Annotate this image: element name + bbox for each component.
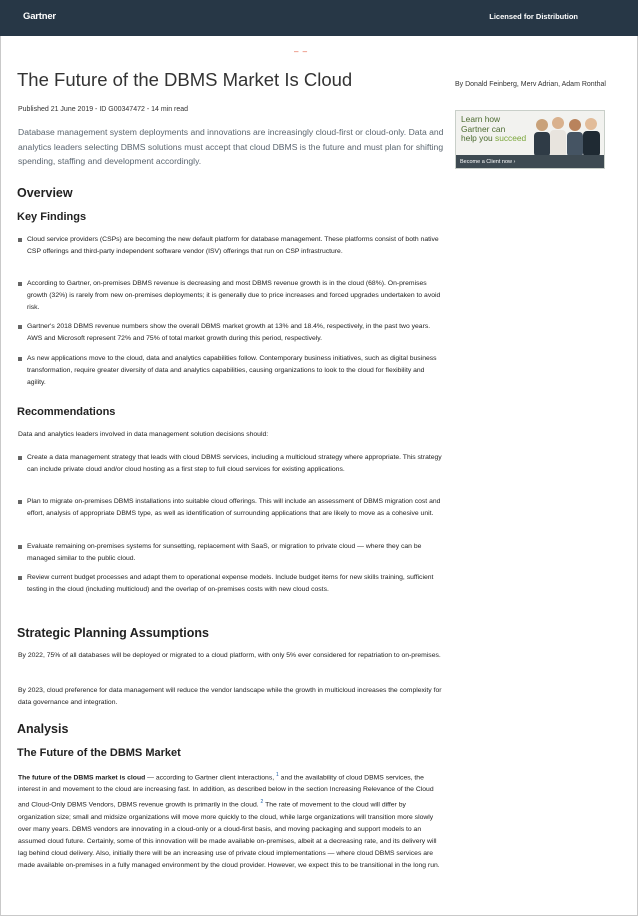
heading-overview: Overview xyxy=(17,186,73,200)
heading-analysis: Analysis xyxy=(17,722,69,736)
assumption-1: By 2022, 75% of all databases will be deployed or migrated to a cloud platform, with only 5% ever considered for repatriation to on-premises. xyxy=(18,652,441,659)
list-item: Gartner's 2018 DBMS revenue numbers show the overall DBMS market growth at 13% and 18.4%, respectively, in the past two years. AWS and Microsoft represent 72% and 75% of total market growth during this period, respectively. xyxy=(18,321,442,345)
become-client-ad[interactable] xyxy=(455,110,605,169)
people-image-icon xyxy=(528,113,605,157)
gartner-logo[interactable]: Gartner xyxy=(23,11,56,22)
list-item: Review current budget processes and adapt them to operational expense models. Include budget items for new skills training, sufficient testing in the cloud (including multicloud) and the overlap of on-premises costs with new cloud costs. xyxy=(18,572,442,596)
list-item: Plan to migrate on-premises DBMS installations into suitable cloud offerings. This will include an assessment of DBMS migration cost and effort, analysis of appropriate DBMS type, as well as identification of surrounding applications that are likely to move as a cohesive unit. xyxy=(18,496,442,520)
ad-text: Learn how Gartner can help you succeed xyxy=(461,114,527,143)
become-client-button[interactable]: Become a Client now › xyxy=(456,155,605,168)
list-item: Cloud service providers (CSPs) are becoming the new default platform for database management. These platforms consist of both native CSP offerings and third-party independent software vendor (ISV) offerings that run on CSP infrastructure. xyxy=(18,234,442,258)
list-item: Evaluate remaining on-premises systems for sunsetting, replacement with SaaS, or migration to private cloud — where they can be managed similar to the public cloud. xyxy=(18,541,442,565)
list-item: As new applications move to the cloud, data and analytics capabilities follow. Contemporary business initiatives, such as digital business transformation, require greater diversity of data and analytics capabilities, causing organizations to look to the cloud for flexibility and agility. xyxy=(18,353,442,389)
page-title: The Future of the DBMS Market Is Cloud xyxy=(17,69,353,90)
recommendations-intro: Data and analytics leaders involved in data management solution decisions should: xyxy=(18,431,269,438)
footnote-link-2[interactable]: 2 xyxy=(260,799,264,806)
accent-mark: – – xyxy=(294,47,309,56)
published-info: Published 21 June 2019 - ID G00347472 - 14 min read xyxy=(18,106,189,113)
summary: Database management system deployments and innovations are increasingly cloud-first or cloud-only. Data and analytics leaders selecting DBMS solutions must accept that cloud DBMS is the future and must plan for shifting spending, staffing and development accordingly. xyxy=(18,127,444,166)
analysis-paragraph: The future of the DBMS market is cloud — according to Gartner client interactions, $^1$ and the availability of cloud DBMS services, the interest in and movement to the cloud are increasing fast. In addition, as described below in the section Increasing Relevance of the Cloud and Cloud-Only DBMS Vendors, DBMS revenue growth is primarily in the cloud. $^2$ The rate of movement to the cloud will differ by organization size; small and midsize organizations will move more quickly to the cloud, while large organizations will transition more slowly over many years. DBMS vendors are innovating in a cloud-only or a cloud-first basis, and moving packaging and support models to an assumed cloud future. Certainly, some of this innovation will be made available on-premises, albeit at a decreasing rate, and its delivery will lag behind cloud delivery. Also, initially there will be an increasing use of private cloud implementations — where cloud DBMS services are made available on-premises in a fully managed environment by the cloud provider. However, we expect this to be transitional in the long run. xyxy=(18,772,440,869)
assumption-2: By 2023, cloud preference for data management will reduce the vendor landscape while the growth in multicloud increases the complexity for data governance and integration. xyxy=(18,687,442,706)
list-item: According to Gartner, on-premises DBMS revenue is decreasing and most DBMS revenue growth is in the cloud (68%). On-premises growth (32%) is rarely from new on-premises deployments; it is generally due to price increases and forced upgrades undertaken to avoid risk. xyxy=(18,278,442,314)
heading-key-findings: Key Findings xyxy=(17,211,87,223)
list-item: Create a data management strategy that leads with cloud DBMS services, including a multicloud strategy where appropriate. This strategy can include private cloud and/or cloud hosting as a first step to full cloud services for existing applications. xyxy=(18,452,442,476)
top-bar xyxy=(0,0,638,36)
heading-strategic-planning: Strategic Planning Assumptions xyxy=(17,626,209,640)
heading-recommendations: Recommendations xyxy=(17,406,116,418)
licensed-label: Licensed for Distribution xyxy=(489,12,578,21)
footnote-link-1[interactable]: 1 xyxy=(276,772,279,778)
heading-future-dbms: The Future of the DBMS Market xyxy=(17,747,181,759)
authors: By Donald Feinberg, Merv Adrian, Adam Ronthal xyxy=(455,81,606,88)
